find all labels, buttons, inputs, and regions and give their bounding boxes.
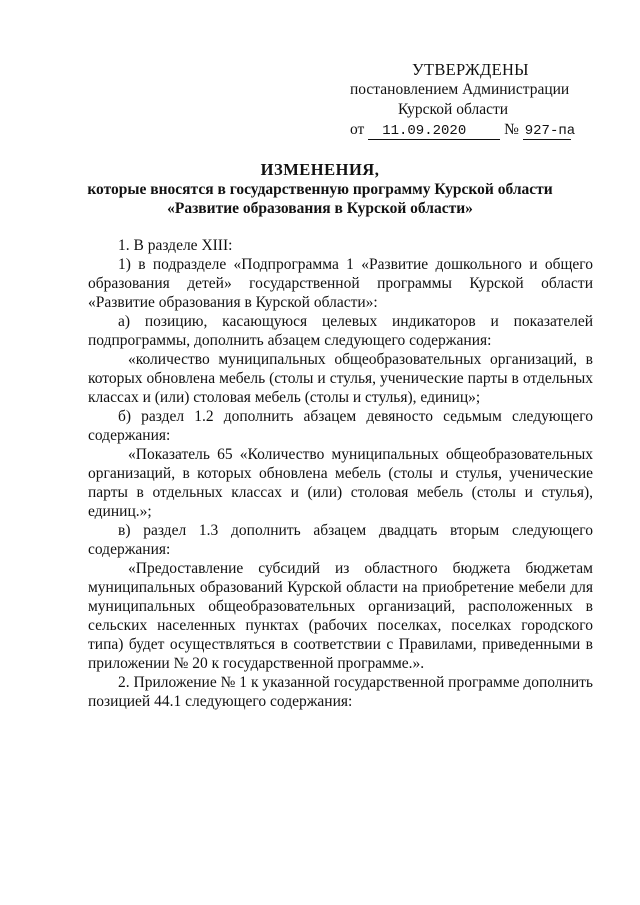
title-line-3: «Развитие образования в Курской области» [167, 200, 473, 217]
paragraph-quote-b: «Показатель 65 «Количество муниципальных общеобразовательных организаций, в которых обновлена мебель (столы и стулья, ученические парты в отдельных классах и (или) столовая мебель (столы и стулья), единиц.»; [88, 446, 593, 520]
approval-date-line [330, 120, 590, 140]
paragraph-quote-v: «Предоставление субсидий из областного бюджета бюджетам муниципальных образований Курской области на приобретение мебели для муниципальных общеобразовательных организаций, расположенных в сельских населенных пунктах (рабочих поселках, поселках городского типа) будет осуществляться в соответствии с Правилами, приведенными в приложении № 20 к государственной программе.». [88, 560, 593, 672]
decree-number: 927-па [524, 123, 576, 139]
decree-date: 11.09.2020 [368, 123, 500, 140]
title-line-2: которые вносятся в государственную программу Курской области [87, 181, 553, 198]
paragraph-quote-a: «количество муниципальных общеобразовательных организаций, в которых обновлена мебель (столы и стулья, ученические парты в отдельных классах и (или) столовая мебель (столы и стулья), единиц»; [88, 351, 593, 406]
approval-decree-line: постановлением Администрации [350, 81, 570, 98]
date-prefix: от [350, 121, 365, 138]
paragraph-item-1: 1) в подразделе «Подпрограмма 1 «Развитие дошкольного и общего образования детей» государственной программы Курской области «Развитие образования в Курской области»: [88, 256, 593, 311]
document-title [60, 160, 580, 218]
paragraph-section-heading: 1. В разделе XIII: [118, 237, 233, 254]
document-body [88, 236, 593, 711]
paragraph-item-v: в) раздел 1.3 дополнить абзацем двадцать вторым следующего содержания: [88, 522, 593, 558]
title-line-1: ИЗМЕНЕНИЯ, [260, 160, 380, 179]
paragraph-item-a: а) позицию, касающуюся целевых индикаторов и показателей подпрограммы, дополнить абзацем следующего содержания: [88, 313, 593, 349]
paragraph-item-2: 2. Приложение № 1 к указанной государственной программе дополнить позицией 44.1 следующего содержания: [88, 674, 593, 710]
approval-stamp [330, 60, 590, 140]
approval-region-line: Курской области [398, 101, 509, 118]
paragraph-item-b: б) раздел 1.2 дополнить абзацем девяносто седьмым следующего содержания: [88, 408, 593, 444]
approval-heading: УТВЕРЖДЕНЫ [412, 60, 529, 79]
number-prefix: № [504, 121, 519, 138]
